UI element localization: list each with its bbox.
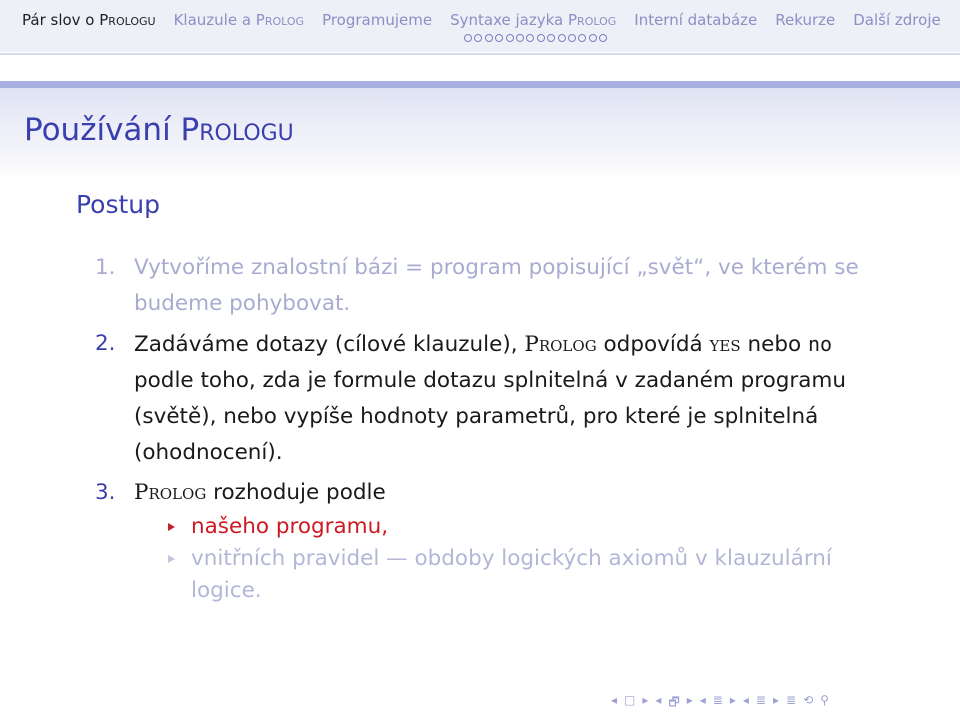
section-navigation [22, 11, 950, 29]
nav-section-5[interactable] [634, 11, 757, 29]
no-keyword: no [807, 332, 833, 356]
headline-bar [0, 0, 960, 52]
list-item-text: nebo [740, 332, 808, 357]
frame-dot-icon[interactable] [547, 34, 555, 42]
list-item-2 [95, 326, 895, 471]
header-divider [0, 53, 960, 55]
frame-dot-icon[interactable] [599, 34, 607, 42]
frame-dot-icon[interactable] [558, 34, 566, 42]
prolog-name: Prolog [524, 332, 597, 357]
nav-symbol-icon[interactable]: ◂ [611, 693, 618, 707]
nav-symbol-icon[interactable]: ▸ [772, 693, 779, 707]
nav-section-3[interactable] [322, 11, 432, 29]
list-number: 2. [95, 331, 116, 356]
nav-symbol-icon[interactable]: ◂ [742, 693, 749, 707]
list-item-text: Vytvoříme znalostní bázi = program popisující „svět“, ve kterém se budeme pohybovat. [134, 255, 859, 316]
nav-symbol-icon[interactable]: ≣ [712, 693, 723, 707]
triangle-bullet-icon [168, 523, 175, 531]
nav-symbol-icon[interactable]: ▸ [686, 693, 693, 707]
nav-section-6[interactable] [775, 11, 835, 29]
nav-symbol-icon[interactable]: ◂ [699, 693, 706, 707]
nav-section-1[interactable] [22, 11, 156, 29]
title-band [0, 81, 960, 88]
nav-symbol-icon[interactable]: ▸ [729, 693, 736, 707]
nav-symbol-icon[interactable]: □ [624, 693, 636, 707]
frame-dot-icon[interactable] [537, 34, 545, 42]
nav-symbol-icon[interactable]: ≣ [786, 693, 797, 707]
list-number: 1. [95, 255, 116, 280]
list-item-1 [95, 250, 895, 322]
nav-section-4[interactable] [450, 11, 616, 29]
list-item-text: Zadáváme dotazy (cílové klauzule), [134, 332, 525, 357]
frame-dot-icon[interactable] [495, 34, 503, 42]
sub-item-text: vnitřních pravidel — obdoby logických axiomů v klauzulární logice. [191, 546, 832, 603]
frame-dots [464, 34, 609, 42]
nav-section-smallcaps: Prolog [568, 11, 617, 29]
frame-dot-icon[interactable] [516, 34, 524, 42]
nav-section-label: Další zdroje [853, 11, 941, 29]
list-item-text: podle toho, zda je formule dotazu splnitelná v zadaném programu (světě), nebo vypíše hodnoty parametrů, pro které je splnitelná (ohodnocení). [134, 368, 846, 465]
sub-item-rules [134, 543, 895, 607]
list-item-text: rozhoduje podle [206, 480, 386, 505]
frame-dot-icon[interactable] [506, 34, 514, 42]
nav-section-label: Interní databáze [634, 11, 758, 29]
sub-item-program [134, 511, 895, 543]
triangle-bullet-icon [168, 555, 175, 563]
frame-title-text: Používání [24, 112, 181, 148]
nav-section-label: Klauzule a [173, 11, 256, 29]
nav-symbol-icon[interactable]: ⟲ [803, 693, 814, 707]
frame-dot-icon[interactable] [568, 34, 576, 42]
steps-list [95, 250, 895, 607]
frame-title-area [0, 88, 960, 174]
frame-title [24, 112, 294, 148]
sub-item-text: našeho programu, [191, 514, 389, 539]
list-item-text: odpovídá [596, 332, 710, 357]
frame-dot-icon[interactable] [526, 34, 534, 42]
prolog-name: Prolog [134, 480, 207, 505]
beamer-navigation-symbols [611, 693, 836, 714]
nav-section-label: Pár slov o [22, 11, 100, 29]
frame-dot-icon[interactable] [589, 34, 597, 42]
nav-section-label: Rekurze [775, 11, 836, 29]
nav-section-label: Syntaxe jazyka [450, 11, 568, 29]
nav-section-label: Programujeme [322, 11, 433, 29]
sub-list [134, 511, 895, 607]
list-item-3 [95, 475, 895, 607]
frame-dot-icon[interactable] [464, 34, 472, 42]
list-number: 3. [95, 480, 116, 505]
nav-section-2[interactable] [174, 11, 304, 29]
frame-dot-icon[interactable] [485, 34, 493, 42]
yes-keyword: yes [709, 332, 741, 357]
nav-symbol-icon[interactable]: 🗗 [668, 695, 680, 709]
frame-title-smallcaps: Prologu [180, 112, 294, 148]
nav-symbol-icon[interactable]: ⚲ [820, 693, 829, 707]
frame-dot-icon[interactable] [578, 34, 586, 42]
frame-dot-icon[interactable] [474, 34, 482, 42]
nav-symbol-icon[interactable]: ◂ [655, 693, 662, 707]
nav-symbol-icon[interactable]: ≣ [755, 693, 766, 707]
nav-section-7[interactable] [853, 11, 940, 29]
nav-section-smallcaps: Prologu [99, 11, 156, 29]
block-title: Postup [76, 190, 161, 219]
nav-section-smallcaps: Prolog [255, 11, 305, 29]
nav-symbol-icon[interactable]: ▸ [642, 693, 649, 707]
